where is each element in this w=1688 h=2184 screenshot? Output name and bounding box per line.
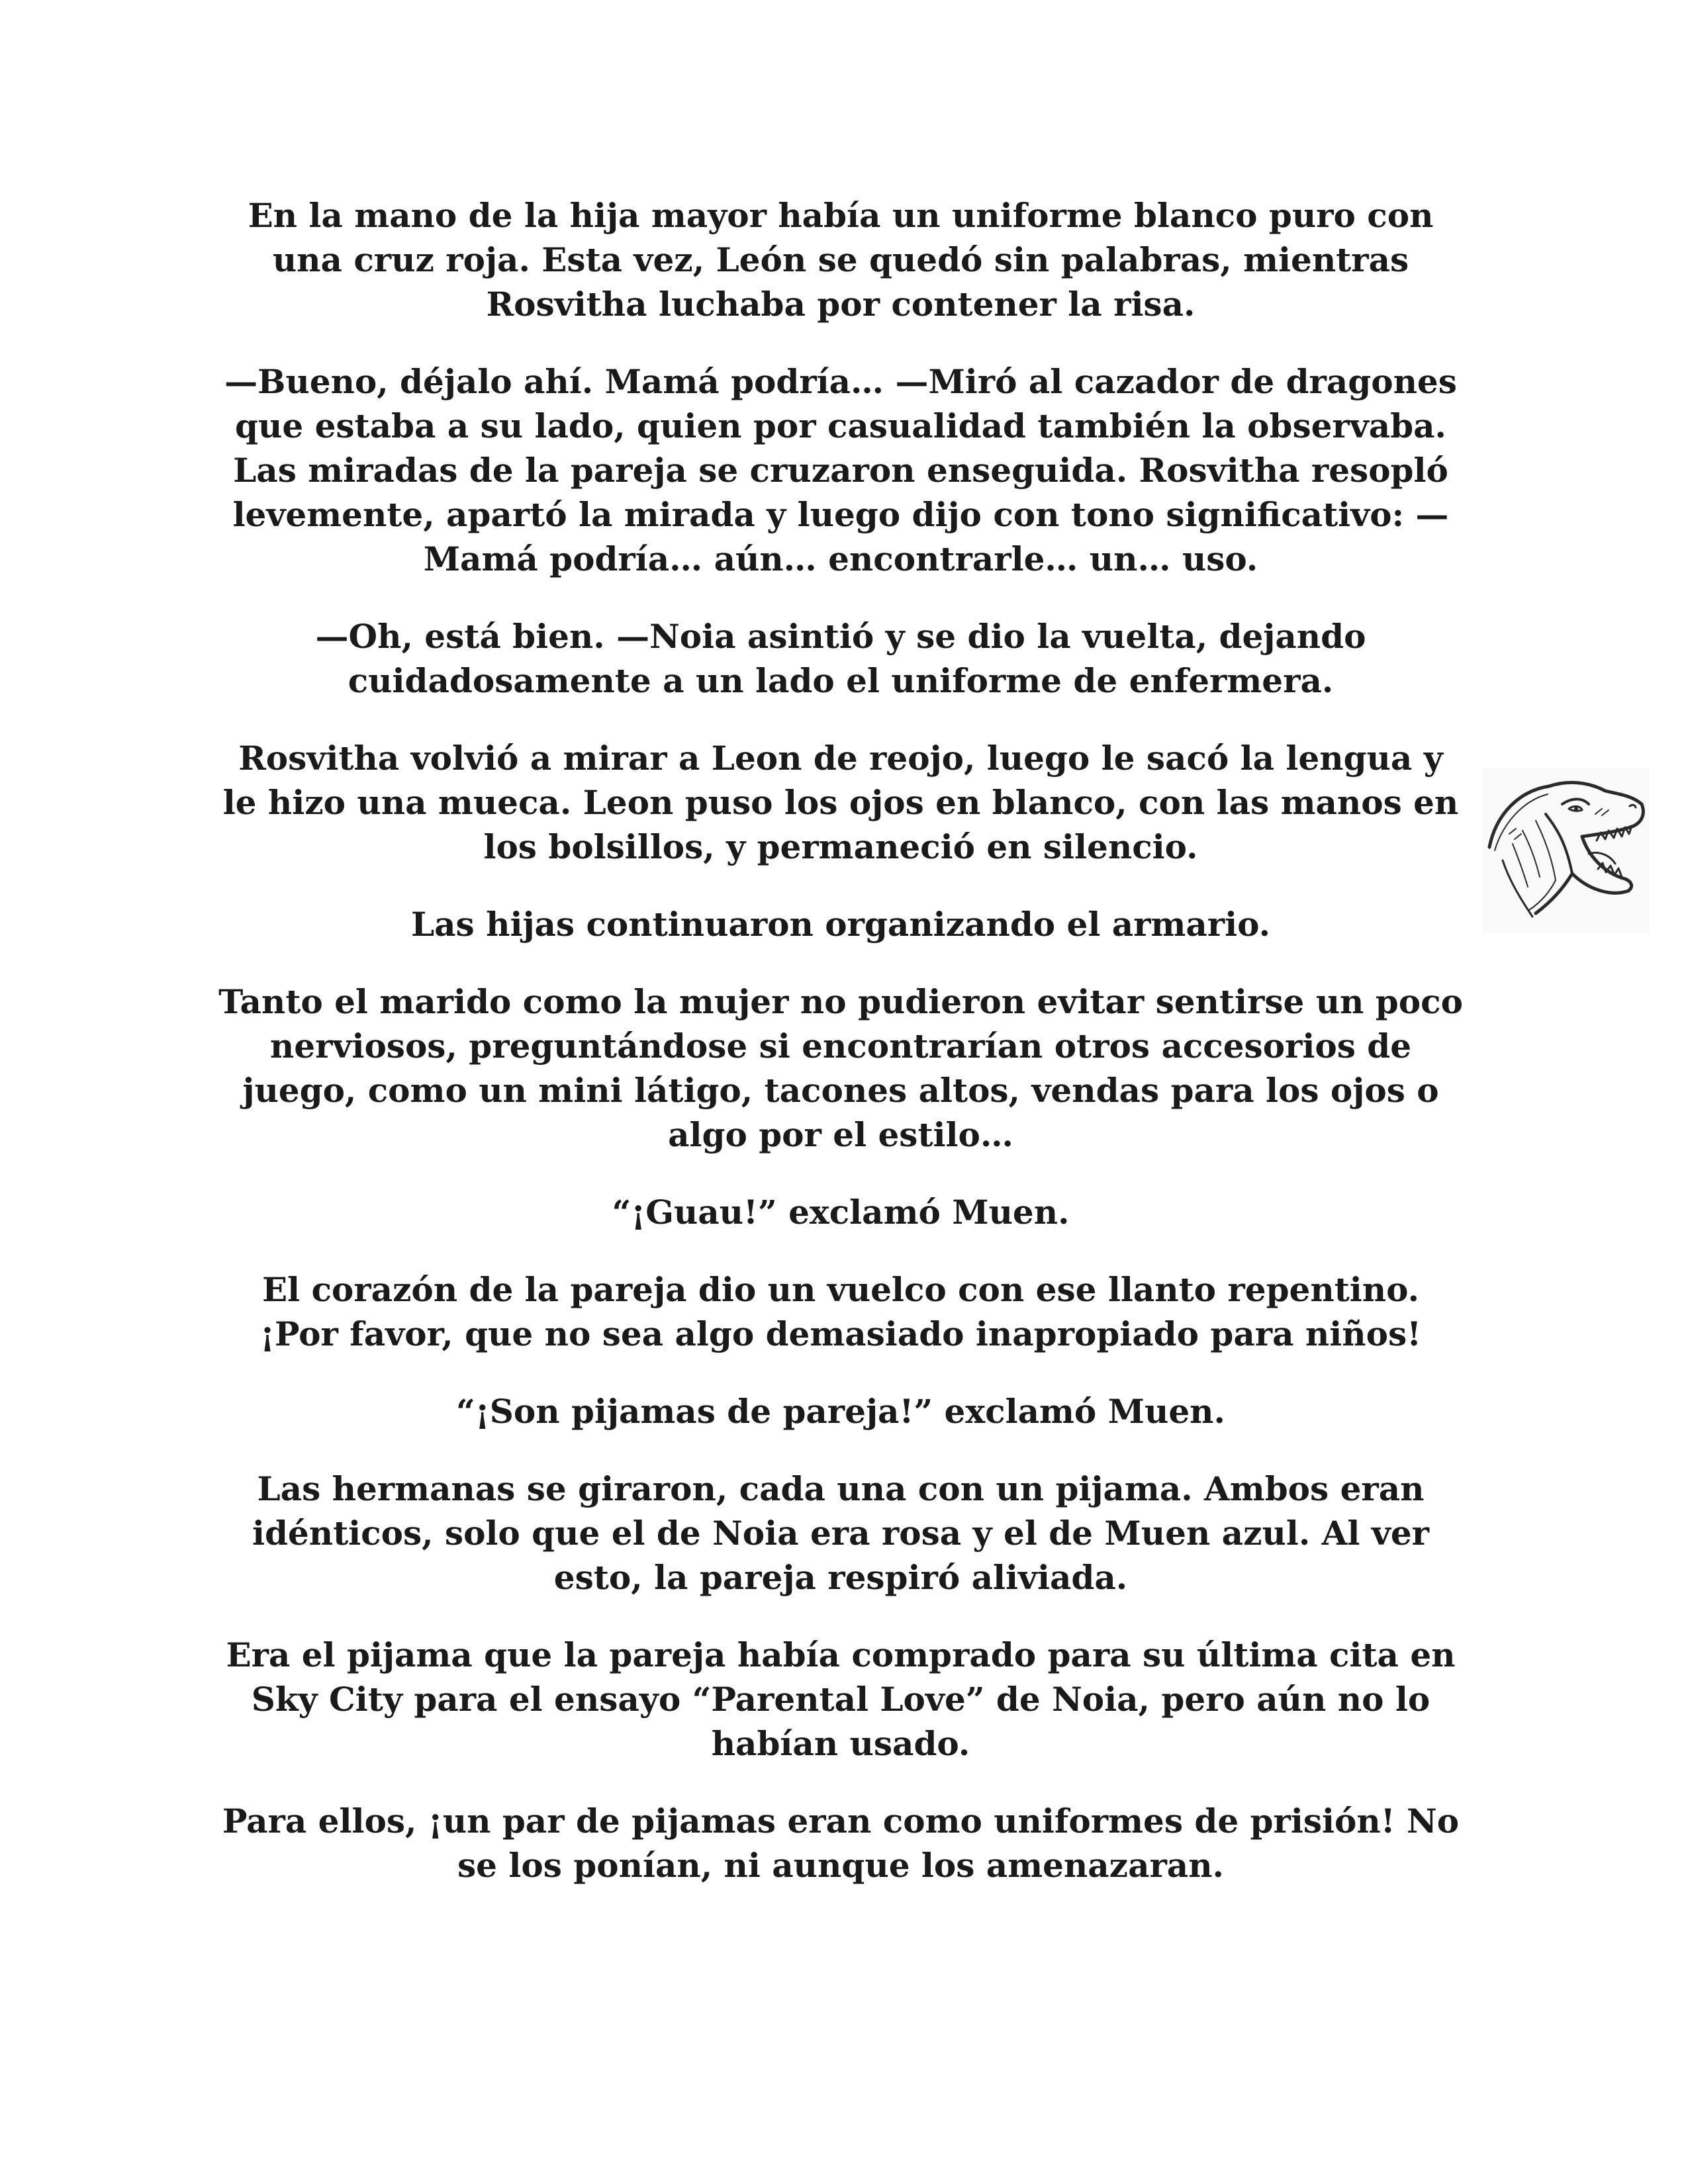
paragraph-5: Las hijas continuaron organizando el armario.: [410, 905, 1271, 944]
paragraph-3: —Oh, está bien. —Noia asintió y se dio la vuelta, dejando cuidadosamente a un lado el uniforme de enfermera.: [315, 617, 1366, 700]
paragraph-4: Rosvitha volvió a mirar a Leon de reojo, luego le sacó la lengua y le hizo una mueca. Leon puso los ojos en blanco, con las manos en los bolsillos, y permaneció en silencio.: [222, 739, 1459, 866]
paragraph-11: Era el pijama que la pareja había comprado para su última cita en Sky City para el ensayo “Parental Love” de Noia, pero aún no lo habían usado.: [226, 1635, 1456, 1763]
paragraph-12: Para ellos, ¡un par de pijamas eran como uniformes de prisión! No se los ponían, ni aunque los amenazaran.: [222, 1801, 1460, 1885]
paragraph-6: Tanto el marido como la mujer no pudieron evitar sentirse un poco nerviosos, preguntándose si encontrarían otros accesorios de juego, como un mini látigo, tacones altos, vendas para los ojos o algo por el estilo…: [218, 982, 1463, 1154]
paragraph-10: Las hermanas se giraron, cada una con un pijama. Ambos eran idénticos, solo que el de Noia era rosa y el de Muen azul. Al ver esto, la pareja respiró aliviada.: [252, 1469, 1430, 1597]
paragraph-8: El corazón de la pareja dio un vuelco con ese llanto repentino. ¡Por favor, que no sea algo demasiado inapropiado para niños!: [259, 1270, 1422, 1353]
paragraph-1: En la mano de la hija mayor había un uniforme blanco puro con una cruz roja. Esta vez, León se quedó sin palabras, mientras Rosvitha luchaba por contener la risa.: [248, 196, 1434, 324]
paragraph-9: “¡Son pijamas de pareja!” exclamó Muen.: [456, 1392, 1225, 1431]
body-text: [218, 193, 1463, 1921]
paragraph-2: —Bueno, déjalo ahí. Mamá podría… —Miró al cazador de dragones que estaba a su lado, quien por casualidad también la observaba. Las miradas de la pareja se cruzaron enseguida. Rosvitha resopló levemente, apartó la mirada y luego dijo con tono significativo: —Mamá podría… aún… encontrarle… un… uso.: [224, 362, 1457, 578]
paragraph-7: “¡Guau!” exclamó Muen.: [612, 1193, 1070, 1232]
dinosaur-head-sketch-icon: [1483, 768, 1650, 933]
